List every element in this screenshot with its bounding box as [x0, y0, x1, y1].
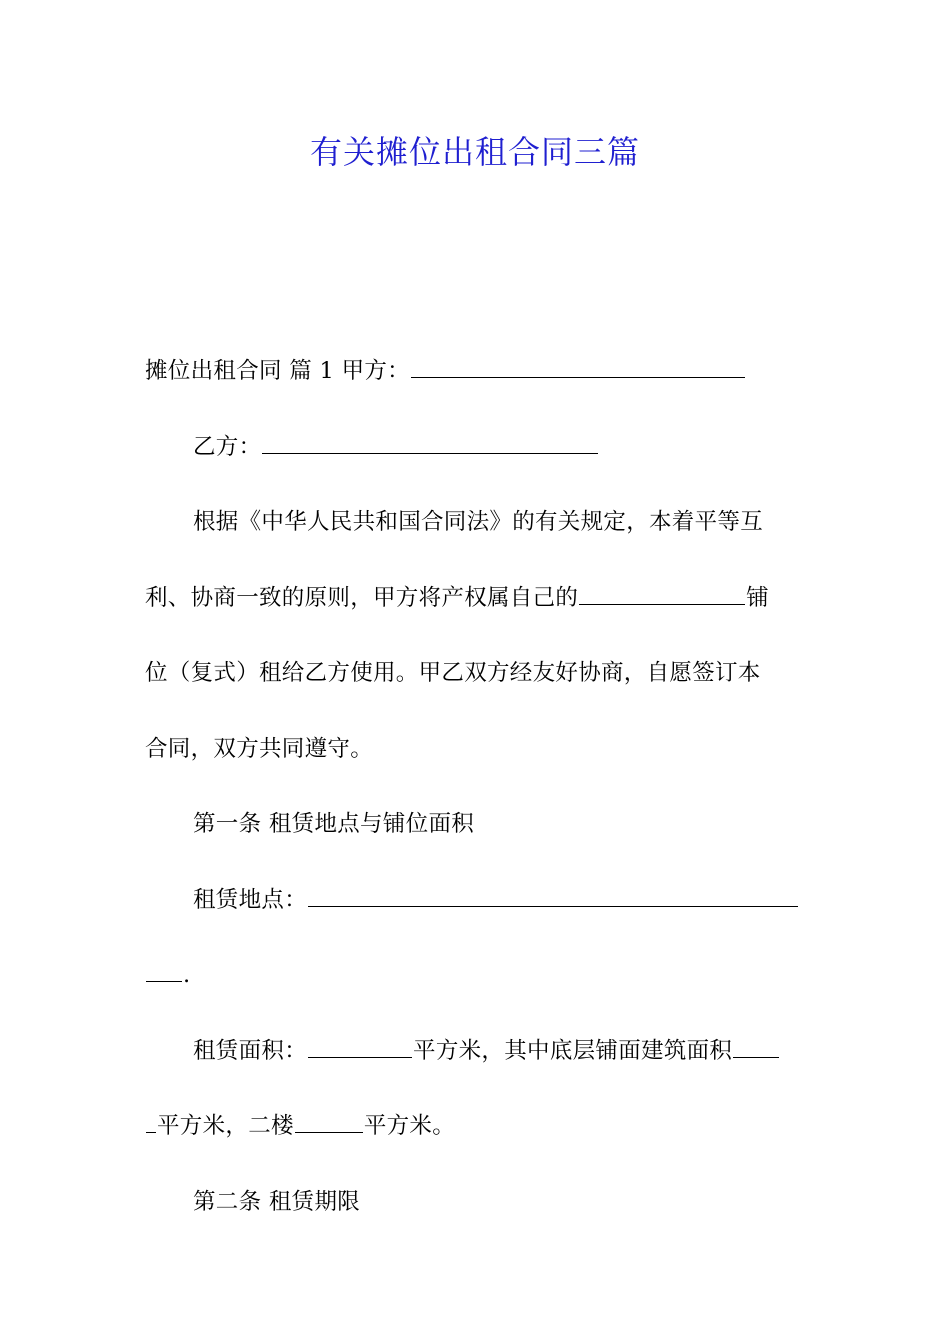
paragraph-text: 铺 [746, 584, 770, 611]
location-end: . [183, 962, 191, 988]
document-body [145, 334, 807, 1240]
location-blank [308, 886, 798, 907]
article-heading [145, 787, 807, 863]
location-line-cont [145, 938, 807, 1014]
area-text: 平方米，二楼 [157, 1113, 294, 1139]
area-label: 租赁面积： [193, 1037, 308, 1064]
article-heading [145, 1165, 807, 1241]
ground-area-blank-cont [146, 1112, 156, 1133]
ground-area-blank [733, 1037, 779, 1058]
party-b-label: 乙方： [193, 433, 262, 460]
paragraph-line [145, 561, 807, 637]
second-floor-blank [295, 1112, 363, 1133]
area-line-cont [145, 1089, 807, 1165]
document-title: 有关摊位出租合同三篇 [309, 133, 640, 171]
paragraph-text: 合同，双方共同遵守。 [145, 735, 374, 762]
party-a-blank [411, 357, 745, 378]
location-blank-cont [146, 961, 182, 982]
paragraph-text: 根据《中华人民共和国合同法》的有关规定，本着平等互 [193, 509, 764, 535]
area-text: 平方米。 [363, 1113, 456, 1139]
party-a-line [145, 334, 807, 410]
area-text: 平方米，其中底层铺面建筑面积 [413, 1037, 733, 1064]
party-b-line [145, 410, 807, 486]
area-line [145, 1014, 807, 1090]
area-blank [308, 1037, 412, 1058]
paragraph-line [145, 712, 807, 788]
paragraph-line [145, 636, 807, 712]
location-line [145, 863, 807, 939]
shop-blank [579, 584, 745, 605]
party-a-label: 摊位出租合同 篇 1 甲方： [145, 358, 410, 384]
party-b-blank [262, 433, 598, 454]
location-label: 租赁地点： [193, 886, 308, 913]
article-title: 第一条 租赁地点与铺位面积 [193, 811, 475, 837]
paragraph-line [145, 485, 807, 561]
paragraph-text: 利、协商一致的原则，甲方将产权属自己的 [145, 584, 579, 611]
article-title: 第二条 租赁期限 [193, 1188, 361, 1215]
paragraph-text: 位（复式）租给乙方使用。甲乙双方经友好协商，自愿签订本 [145, 660, 761, 686]
